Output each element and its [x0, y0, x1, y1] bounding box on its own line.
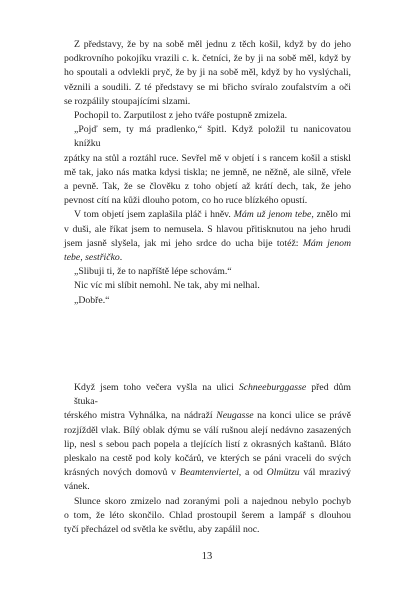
- text-line: [64, 381, 351, 409]
- emphasis: Mám jenom: [302, 237, 351, 249]
- text-run: před dům štuka-: [74, 382, 351, 408]
- emphasis: Schneeburggasse: [238, 382, 307, 393]
- text-line: rozjížděl vlak. Bílý oblak dýmu se válí rušnou alejí nedávno zasazených: [64, 424, 351, 436]
- paragraph: [64, 381, 351, 495]
- text-line: tyčí přecházel od světla ke světlu, aby zapálil noc.: [64, 524, 260, 536]
- emphasis: Mám už jenom tebe: [233, 209, 312, 221]
- text-line: [64, 466, 351, 480]
- text-line: zpátky na stůl a roztáhl ruce. Sevřel mě v objetí i s rancem košil a stiskl: [64, 152, 351, 164]
- text-line: pleskalo na cestě pod koly kočárů, ve kterých se páni vraceli do svých: [64, 453, 351, 465]
- text-line: „Dobře.“: [74, 294, 110, 306]
- paragraph: [64, 294, 351, 308]
- text-line: Pochopil to. Zarputilost z jeho tváře postupně zmizela.: [74, 110, 288, 122]
- text-line: a pevně. Tak, že se člověku z toho objetí až krátí dech, tak, že jeho: [64, 181, 351, 193]
- paragraph: [64, 38, 351, 109]
- paragraph: [64, 265, 351, 279]
- text-line: o tom, že léto skončilo. Chlad prostoupil šerem a lampář s dlouhou: [64, 509, 351, 521]
- paragraph: [64, 208, 351, 265]
- paragraph: [64, 495, 351, 538]
- text-line: pevnost cítí na kůži dlouho potom, co ho ruce blízkého opustí.: [64, 195, 308, 207]
- text-line: Slunce skoro zmizelo nad zoranými poli a najednou nebylo pochyb: [74, 495, 351, 507]
- page-number: 13: [201, 551, 213, 562]
- text-run: vál mrazivý: [299, 467, 352, 479]
- text-run: Když jsem toho večera vyšla na ulici: [74, 382, 239, 393]
- text-section-2: [64, 381, 351, 537]
- paragraph: [64, 109, 351, 123]
- text-line: Z představy, že by na sobě měl jednu z těch košil, když by do jeho: [74, 39, 351, 50]
- text-run: , a od: [238, 467, 267, 479]
- emphasis: Neugasse: [216, 410, 254, 422]
- text-line: [64, 251, 351, 265]
- emphasis: tebe, sestřičko: [64, 252, 120, 264]
- text-run: V tom objetí jsem zaplašila pláč i hněv.: [74, 209, 234, 221]
- text-line: vánek.: [64, 481, 90, 493]
- emphasis: Olmützu: [266, 467, 300, 479]
- text-line: [64, 208, 351, 222]
- text-section-1: [64, 38, 351, 308]
- text-line: „Pojď sem, ty má pradlenko,“ špitl. Když položil tu nanicovatou knížku: [74, 124, 351, 150]
- text-line: ho spoutali a odvlekli pryč, že by ji na sobě měl, když by ho vyslýchali,: [64, 67, 351, 79]
- emphasis: Beamtenviertel: [179, 467, 239, 479]
- text-line: [64, 409, 351, 423]
- text-line: mě tak, jako nás matka kdysi tiskla; ne jemně, ne něžně, ale silně, vřele: [64, 166, 351, 178]
- text-run: v duši, ale říkat jsem to nemusela. S hlavou přitisknutou na jeho hrudi: [64, 223, 351, 235]
- text-run: jsem jasně slyšela, jak mi jeho srdce do ucha bije totéž:: [64, 237, 303, 249]
- text-line: věznili a soudili. Z té představy se mi břicho svíralo zoufalstvím a oči: [64, 81, 351, 93]
- text-run: .: [119, 252, 123, 264]
- text-line: se rozpálily stoupajícími slzami.: [64, 95, 191, 107]
- text-line: Nic víc mi slíbit nemohl. Ne tak, aby mi nelhal.: [74, 280, 260, 292]
- text-run: krásných nových domovů v: [64, 467, 180, 479]
- text-run: , znělo mi: [311, 209, 351, 221]
- text-run: térského mistra Vyhnálka, na nádraží: [64, 410, 217, 422]
- text-line: „Slibuji ti, že to napříště lépe schovám.“: [74, 266, 232, 278]
- paragraph: [64, 123, 351, 208]
- text-run: na konci ulice se právě: [253, 410, 351, 422]
- text-line: lip, nesl s sebou pach popela a tlejících listí z okrasných kaštanů. Bláto: [64, 438, 351, 450]
- paragraph: [64, 279, 351, 293]
- text-line: [64, 237, 351, 251]
- text-line: [64, 223, 351, 237]
- text-line: podkrovního pokojíku vrazili c. k. četníci, že by ji na sobě měl, když by: [64, 53, 351, 65]
